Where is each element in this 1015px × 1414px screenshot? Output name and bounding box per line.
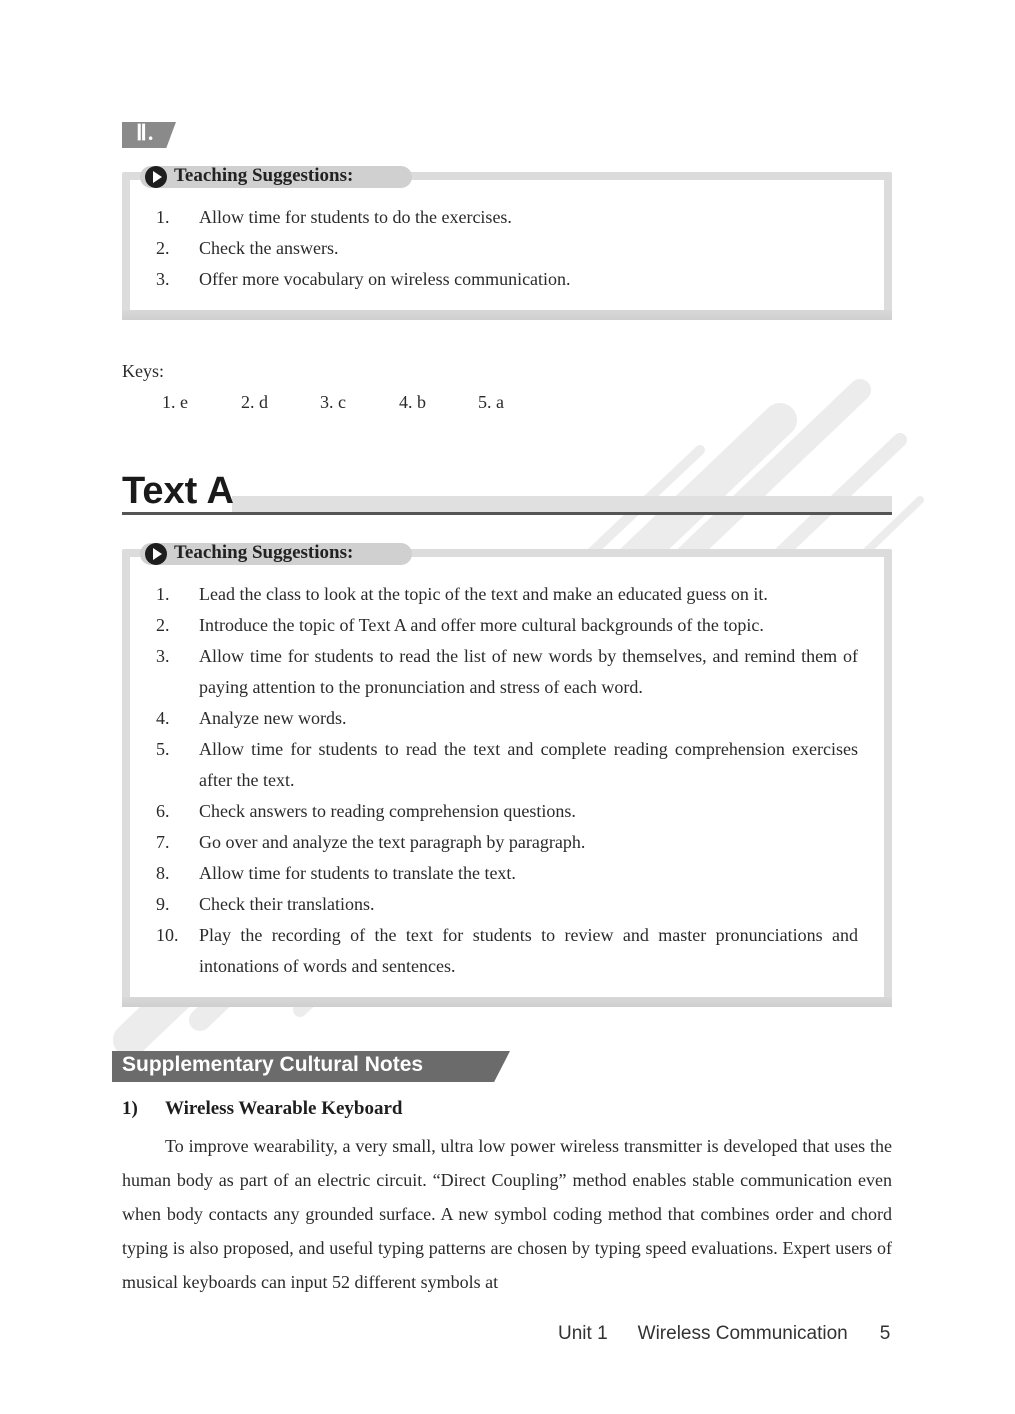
section-label: Ⅱ. <box>136 120 155 145</box>
key-answer: 3. c <box>320 392 346 412</box>
play-icon <box>145 166 167 188</box>
subsection-heading: 1) Wireless Wearable Keyboard <box>122 1098 403 1119</box>
section-heading: Supplementary Cultural Notes <box>122 1053 424 1076</box>
key-answer: 1. e <box>162 392 188 412</box>
list-item: 8. Allow time for students to translate the text. <box>156 863 516 883</box>
list-item: 3. Allow time for students to read the list of new words by themselves, and remind them of paying attention to the pronunciation and stress of each word. <box>156 646 858 697</box>
list-item: 4. Analyze new words. <box>156 708 347 728</box>
list-item: 2. Check the answers. <box>156 238 339 258</box>
key-answer: 4. b <box>399 392 426 412</box>
list-item: 7. Go over and analyze the text paragraph by paragraph. <box>156 832 586 852</box>
page-number: 5 <box>879 1323 891 1344</box>
title-bar <box>232 496 892 512</box>
page-title: Text A <box>122 470 234 512</box>
suggestion-list-2 <box>156 579 858 982</box>
list-item: 9. Check their translations. <box>156 894 375 914</box>
box-heading: Teaching Suggestions: <box>174 165 354 186</box>
keys-label: Keys: <box>122 361 164 381</box>
box-heading: Teaching Suggestions: <box>174 542 354 563</box>
footer-unit: Unit 1 <box>558 1323 608 1344</box>
list-item: 10. Play the recording of the text for students to review and master pronunciations and intonations of words and sentences. <box>156 925 858 976</box>
play-icon <box>145 543 167 565</box>
list-item: 6. Check answers to reading comprehension questions. <box>156 801 576 821</box>
title-underline <box>122 512 892 515</box>
key-answer: 5. a <box>478 392 504 412</box>
suggestion-list-1 <box>156 202 856 295</box>
keys-answers <box>162 392 557 413</box>
list-item: 1. Lead the class to look at the topic of the text and make an educated guess on it. <box>156 584 768 604</box>
list-item: 5. Allow time for students to read the text and complete reading comprehension exercises after the text. <box>156 739 858 790</box>
footer-title: Wireless Communication <box>637 1323 848 1344</box>
body-paragraph: To improve wearability, a very small, ultra low power wireless transmitter is developed that uses the human body as part of an electric circuit. “Direct Coupling” method enables stable communication even when body contacts any grounded surface. A new symbol coding method that combines order and chord typing is also proposed, and useful typing patterns are chosen by typing speed evaluations. Expert users of musical keyboards can input 52 different symbols at <box>122 1136 892 1292</box>
list-item: 3. Offer more vocabulary on wireless communication. <box>156 269 571 289</box>
list-item: 2. Introduce the topic of Text A and offer more cultural backgrounds of the topic. <box>156 615 764 635</box>
key-answer: 2. d <box>241 392 268 412</box>
list-item: 1. Allow time for students to do the exercises. <box>156 207 512 227</box>
page-footer <box>558 1323 890 1345</box>
